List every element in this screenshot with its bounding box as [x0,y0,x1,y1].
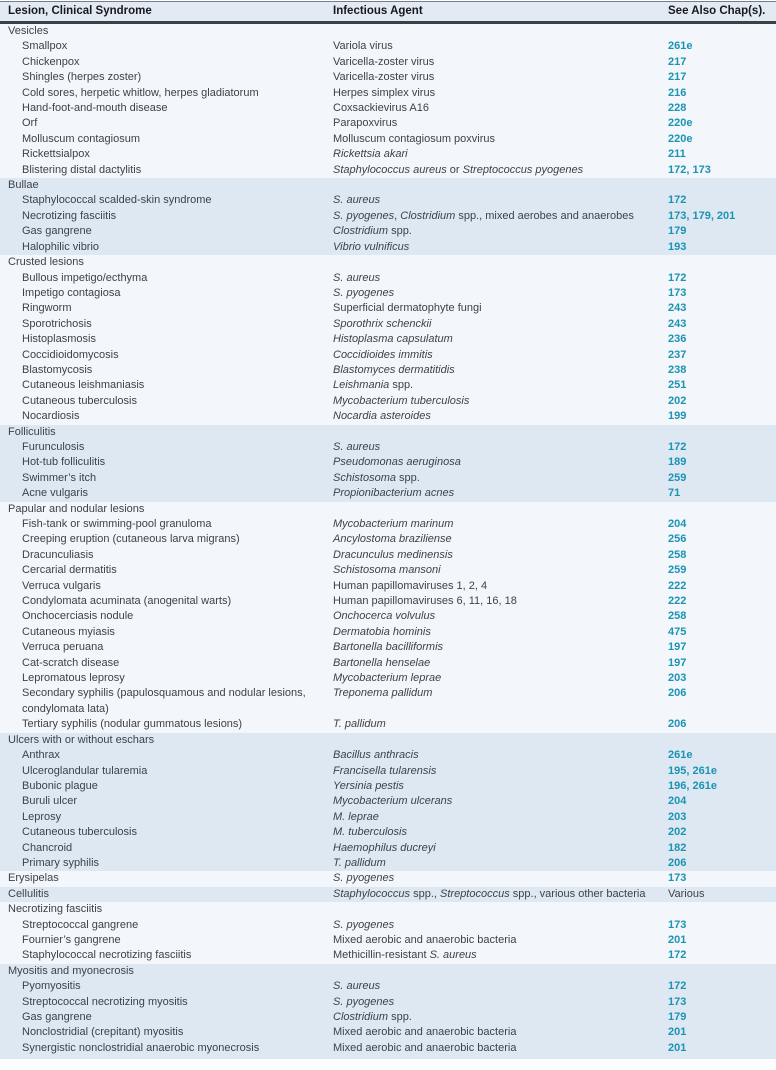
chapters-cell: 71 [668,487,681,500]
lesion-cell: Molluscum contagiosum [22,132,140,145]
lesion-cell: Histoplasmosis [22,333,96,346]
table-row [0,163,776,178]
chapters-cell: 172 [668,194,687,207]
lesion-cell: Creeping eruption (cutaneous larva migrans) [22,533,240,546]
chapters-cell: 173 [668,286,687,299]
agent-cell: M. tuberculosis [333,826,407,839]
lesion-cell: Primary syphilis [22,856,100,869]
agent-cell: Herpes simplex virus [333,86,436,99]
table-row [0,332,776,347]
chapters-cell: 179 [668,225,687,238]
agent-cell: Blastomyces dermatitidis [333,363,455,376]
agent-cell: Leishmania spp. [333,379,414,392]
table-row [0,979,776,994]
table-row [0,856,776,871]
table-row [0,409,776,424]
table-row [0,348,776,363]
lesion-cell: Staphylococcal necrotizing fasciitis [22,949,192,962]
agent-cell: Rickettsia akari [333,148,408,161]
column-header-chapters: See Also Chap(s). [668,5,766,17]
agent-cell: Clostridium spp. [333,1011,412,1023]
table-row [0,378,776,393]
lesion-cell: Bullous impetigo/ecthyma [22,271,148,284]
lesion-cell: Nonclostridial (crepitant) myositis [22,1026,184,1039]
table-header [0,1,776,24]
table-row [0,625,776,640]
chapters-cell: 201 [668,1041,687,1054]
lesion-cell: Onchocerciasis nodule [22,610,134,623]
agent-cell: Francisella tularensis [333,764,437,777]
agent-cell: Propionibacterium acnes [333,487,455,500]
table-row [0,440,776,455]
lesion-cell: Pyomyositis [22,980,81,993]
lesion-cell: Staphylococcal scalded-skin syndrome [22,194,212,207]
section-crusted-lesions [0,255,776,424]
chapters-cell: 172 [668,440,687,453]
table-row [0,825,776,840]
chapters-cell: 206 [668,856,687,869]
lesion-cell: Sporotrichosis [22,317,92,330]
table-row [0,995,776,1010]
chapters-cell: 206 [668,718,687,731]
agent-cell: Bacillus anthracis [333,749,419,762]
lesion-cell: Cercarial dermatitis [22,564,117,577]
agent-cell: Mixed aerobic and anaerobic bacteria [333,933,517,946]
agent-cell: Ancylostoma braziliense [333,533,452,546]
agent-cell: S. pyogenes, Clostridium spp., mixed aerobes and anaerobes [333,209,634,222]
section-label: Vesicles [8,25,49,37]
section-vesicles [0,24,776,178]
table-row [0,686,776,717]
lesion-cell: Furunculosis [22,440,85,453]
agent-cell: Schistosoma mansoni [333,564,441,577]
agent-cell: T. pallidum [333,856,386,869]
agent-cell: Human papillomaviruses 6, 11, 16, 18 [333,595,517,608]
lesion-cell: Gas gangrene [22,225,92,238]
chapters-cell: 251 [668,379,687,392]
agent-cell: T. pallidum [333,718,386,731]
table-row [0,918,776,933]
table-row [0,301,776,316]
section-label: Ulcers with or without eschars [8,733,155,746]
section-row [0,871,776,886]
lesion-cell: Impetigo contagiosa [22,286,121,299]
lesion-cell: Rickettsialpox [22,148,90,161]
lesion-cell: Dracunculiasis [22,548,94,561]
table-row [0,1041,776,1056]
lesion-cell: Chickenpox [22,55,80,68]
table-row [0,810,776,825]
lesion-cell: Fournier’s gangrene [22,933,121,946]
column-header-lesion: Lesion, Clinical Syndrome [8,5,152,17]
agent-cell: Pseudomonas aeruginosa [333,456,461,469]
table-row [0,779,776,794]
agent-cell: S. pyogenes [333,918,395,931]
agent-cell: Histoplasma capsulatum [333,333,453,346]
chapters-cell: 216 [668,86,687,99]
table-row [0,363,776,378]
agent-cell: Nocardia asteroides [333,410,431,423]
agent-cell: Human papillomaviruses 1, 2, 4 [333,579,488,592]
lesion-cell: Tertiary syphilis (nodular gummatous lesions) [22,718,243,731]
chapters-cell: 256 [668,533,687,546]
section-folliculitis [0,425,776,502]
chapters-cell: 172, 173 [668,163,711,176]
table-row [0,948,776,963]
table-row [0,70,776,85]
table-row [0,1010,776,1025]
agent-cell: Haemophilus ducreyi [333,841,436,854]
agent-cell: Dermatobia hominis [333,625,431,638]
chapters-cell: 228 [668,102,687,115]
chapters-cell: 202 [668,394,687,407]
section-bullae [0,178,776,255]
chapters-cell: 258 [668,610,687,623]
section-erysipelas [0,871,776,886]
chapters-cell: 199 [668,410,687,423]
table-row [0,240,776,255]
table-row [0,116,776,131]
agent-cell: Molluscum contagiosum poxvirus [333,132,496,145]
chapters-cell: Various [668,887,705,900]
chapters-cell: 173 [668,918,687,931]
chapters-cell: 206 [668,687,687,700]
section-necrotizing-fasciitis [0,902,776,964]
section-row [0,502,776,517]
table-row [0,486,776,501]
lesion-cell: Hot-tub folliculitis [22,456,106,469]
lesion-cell: Cold sores, herpetic whitlow, herpes gladiatorum [22,86,259,99]
agent-cell: Mixed aerobic and anaerobic bacteria [333,1026,517,1039]
table-row [0,656,776,671]
agent-cell: Variola virus [333,40,393,53]
lesion-cell: Blastomycosis [22,363,93,376]
section-row [0,902,776,917]
agent-cell: S. pyogenes [333,286,395,299]
table-row [0,471,776,486]
lesion-cell: Acne vulgaris [22,487,89,500]
table-row [0,594,776,609]
chapters-cell: 259 [668,564,687,577]
section-label: Folliculitis [8,425,56,438]
agent-cell: Varicella-zoster virus [333,71,435,84]
lesion-cell: Ringworm [22,302,72,315]
lesion-cell: Coccidioidomycosis [22,348,119,361]
lesion-cell: Necrotizing fasciitis [22,209,117,222]
chapters-cell: 220e [668,117,693,130]
lesion-cell: Fish-tank or swimming-pool granuloma [22,518,212,530]
lesion-cell: Cat-scratch disease [22,656,120,669]
agent-cell: Dracunculus medinensis [333,548,453,561]
section-label: Cellulitis [8,887,49,900]
table-row [0,455,776,470]
table-row [0,1025,776,1040]
section-ulcers-with-or-without-eschars [0,733,776,872]
agent-cell: Varicella-zoster virus [333,55,435,68]
agent-cell: Parapoxvirus [333,117,398,130]
chapters-cell: 261e [668,749,693,762]
table-row [0,933,776,948]
agent-cell: S. pyogenes [333,995,395,1008]
lesion-cell: Bubonic plague [22,779,98,792]
section-label: Erysipelas [8,872,59,885]
chapters-cell: 173 [668,995,687,1008]
agent-cell: S. pyogenes [333,872,395,885]
lesion-cell: Streptococcal gangrene [22,918,139,931]
table-row [0,517,776,532]
agent-cell: Yersinia pestis [333,779,404,792]
section-row [0,24,776,39]
chapters-cell: 179 [668,1011,687,1023]
lesion-cell: Verruca vulgaris [22,579,101,592]
lesion-cell: Blistering distal dactylitis [22,163,142,176]
agent-cell: Staphylococcus spp., Streptococcus spp., various other bacteria [333,887,646,900]
lesion-cell: Verruca peruana [22,641,104,654]
chapters-cell: 203 [668,672,687,685]
table-row [0,794,776,809]
chapters-cell: 189 [668,456,687,469]
chapters-cell: 243 [668,302,687,315]
lesion-cell: Streptococcal necrotizing myositis [22,995,188,1008]
chapters-cell: 222 [668,595,687,608]
table-row [0,532,776,547]
agent-cell: Coccidioides immitis [333,348,433,361]
lesion-cell: Lepromatous leprosy [22,672,125,685]
lesion-cell: Smallpox [22,40,68,53]
table-row [0,764,776,779]
table-row [0,86,776,101]
lesion-cell: Nocardiosis [22,410,80,423]
table-row [0,193,776,208]
table-row [0,271,776,286]
table-row [0,286,776,301]
column-header-agent: Infectious Agent [333,5,423,17]
chapters-cell: 211 [668,148,686,161]
lesion-cell: Halophilic vibrio [22,240,100,253]
table-row [0,579,776,594]
lesion-cell: Hand-foot-and-mouth disease [22,102,168,115]
chapters-cell: 197 [668,641,687,654]
table-row [0,39,776,54]
agent-cell: Superficial dermatophyte fungi [333,302,482,315]
chapters-cell: 236 [668,333,687,346]
section-row [0,255,776,270]
agent-cell: Bartonella bacilliformis [333,641,444,654]
lesion-cell: Shingles (herpes zoster) [22,71,142,84]
section-myositis-and-myonecrosis [0,964,776,1059]
table-row [0,609,776,624]
chapters-cell: 173, 179, 201 [668,209,736,222]
agent-cell: Mycobacterium tuberculosis [333,394,470,407]
table-row [0,394,776,409]
chapters-cell: 261e [668,40,693,53]
lesion-cell: Leprosy [22,810,62,823]
lesion-cell: Orf [22,117,38,130]
agent-cell: Clostridium spp. [333,225,412,238]
section-label: Crusted lesions [8,256,84,269]
document-page [0,1,776,1070]
chapters-cell: 197 [668,656,687,669]
lesion-cell: Secondary syphilis (papulosquamous and nodular lesions, condylomata lata) [22,687,306,715]
chapters-cell: 182 [668,841,687,854]
chapters-cell: 217 [668,71,687,84]
section-row [0,964,776,979]
lesion-cell: Ulceroglandular tularemia [22,764,148,777]
section-cellulitis [0,887,776,902]
lesion-cell: Gas gangrene [22,1011,92,1023]
chapters-cell: 172 [668,271,687,284]
agent-cell: Mixed aerobic and anaerobic bacteria [333,1041,517,1054]
lesion-cell: Swimmer’s itch [22,471,97,484]
chapters-cell: 204 [668,518,687,530]
table-row [0,563,776,578]
lesion-cell: Anthrax [22,749,60,762]
table-row [0,132,776,147]
chapters-cell: 222 [668,579,687,592]
table-body [0,24,776,1059]
table-row [0,717,776,732]
chapters-cell: 172 [668,980,687,993]
agent-cell: Treponema pallidum [333,687,433,700]
agent-cell: Mycobacterium ulcerans [333,795,453,808]
table-row [0,209,776,224]
agent-cell: Onchocerca volvulus [333,610,436,623]
table-row [0,548,776,563]
table-row [0,224,776,239]
agent-cell: Schistosoma spp. [333,471,420,484]
agent-cell: S. aureus [333,980,381,993]
chapters-cell: 172 [668,949,687,962]
agent-cell: S. aureus [333,271,381,284]
section-label: Necrotizing fasciitis [8,903,103,916]
section-label: Bullae [8,179,39,192]
agent-cell: Sporothrix schenckii [333,317,432,330]
lesion-cell: Cutaneous tuberculosis [22,394,137,407]
agent-cell: Staphylococcus aureus or Streptococcus pyogenes [333,163,584,176]
lesion-cell: Buruli ulcer [22,795,78,808]
agent-cell: Mycobacterium leprae [333,672,442,685]
lesion-cell: Cutaneous leishmaniasis [22,379,145,392]
chapters-cell: 196, 261e [668,779,717,792]
agent-cell: S. aureus [333,194,381,207]
table-row [0,640,776,655]
lesion-cell: Synergistic nonclostridial anaerobic myonecrosis [22,1041,260,1054]
agent-cell: Bartonella henselae [333,656,431,669]
chapters-cell: 217 [668,55,687,68]
chapters-cell: 173 [668,872,687,885]
agent-cell: Methicillin-resistant S. aureus [333,949,477,962]
chapters-cell: 243 [668,317,687,330]
section-row [0,733,776,748]
section-label: Myositis and myonecrosis [8,964,134,977]
lesion-cell: Chancroid [22,841,73,854]
table-row [0,841,776,856]
agent-cell: S. aureus [333,440,381,453]
section-row [0,178,776,193]
agent-cell: Mycobacterium marinum [333,518,454,530]
table-row [0,147,776,162]
agent-cell: M. leprae [333,810,379,823]
table-row [0,55,776,70]
section-papular-and-nodular-lesions [0,502,776,733]
section-row [0,887,776,902]
chapters-cell: 258 [668,548,687,561]
lesion-cell: Cutaneous tuberculosis [22,826,137,839]
chapters-cell: 220e [668,132,693,145]
table-row [0,101,776,116]
lesion-cell: Condylomata acuminata (anogenital warts) [22,595,232,608]
table-row [0,317,776,332]
chapters-cell: 193 [668,240,687,253]
chapters-cell: 238 [668,363,687,376]
chapters-cell: 475 [668,625,687,638]
lesion-cell: Cutaneous myiasis [22,625,115,638]
table-row [0,671,776,686]
table-row [0,748,776,763]
chapters-cell: 237 [668,348,687,361]
chapters-cell: 202 [668,826,687,839]
section-label: Papular and nodular lesions [8,502,145,515]
chapters-cell: 203 [668,810,687,823]
chapters-cell: 259 [668,471,687,484]
section-row [0,425,776,440]
agent-cell: Vibrio vulnificus [333,240,410,253]
chapters-cell: 201 [668,1026,687,1039]
agent-cell: Coxsackievirus A16 [333,102,429,115]
chapters-cell: 195, 261e [668,764,717,777]
chapters-cell: 201 [668,933,687,946]
chapters-cell: 204 [668,795,687,808]
